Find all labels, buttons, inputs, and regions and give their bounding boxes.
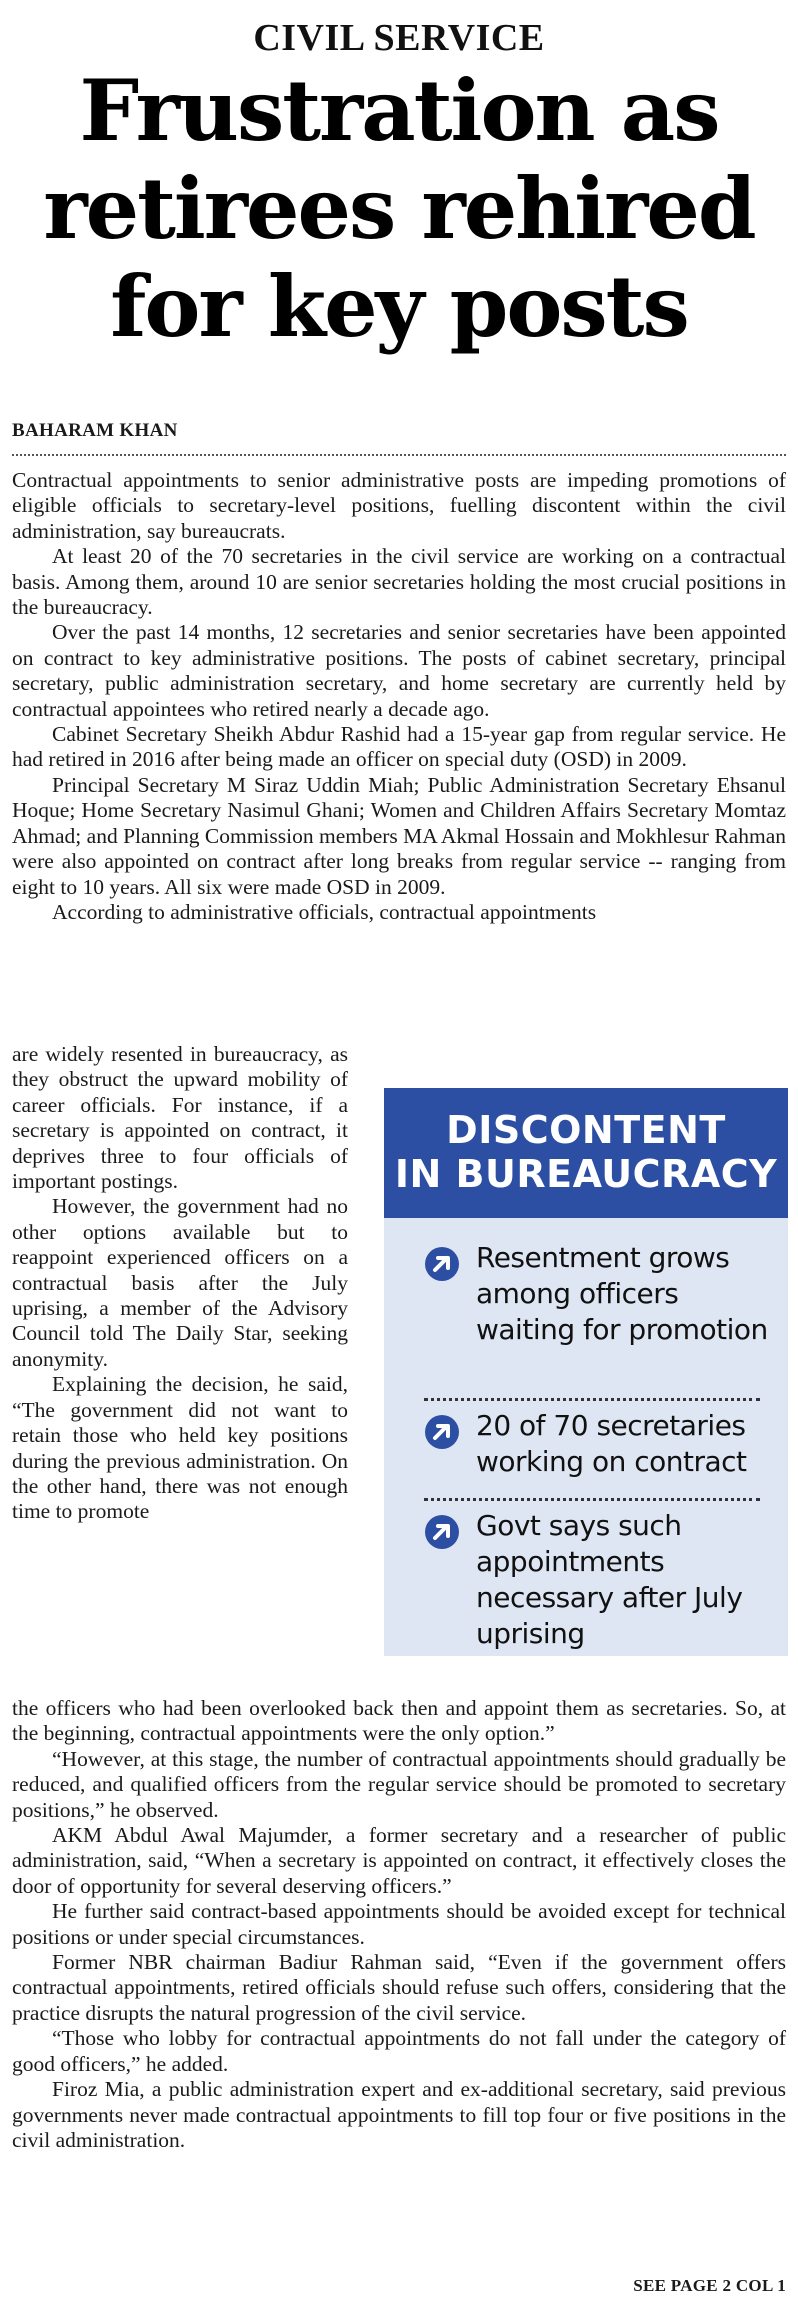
headline <box>0 62 798 356</box>
infobox-item <box>424 1240 768 1390</box>
infobox-title <box>384 1088 788 1218</box>
discontent-infobox <box>384 1088 788 1656</box>
paragraph: “Those who lobby for contractual appointments do not fall under the category of good officers,” he added. <box>12 2026 786 2076</box>
infobox-divider <box>424 1498 760 1501</box>
arrow-circle-icon <box>424 1514 460 1550</box>
paragraph: are widely resented in bureaucracy, as they obstruct the upward mobility of career officials. For instance, if a secretary is appointed on contract, it deprives three to four officials of important postings. <box>12 1042 348 1194</box>
paragraph: Principal Secretary M Siraz Uddin Miah; Public Administration Secretary Ehsanul Hoque; Home Secretary Nasimul Ghani; Women and Children Affairs Secretary Momtaz Ahmad; and Planning Commission members MA Akmal Hossain and Mokhlesur Rahman were also appointed on contract after long breaks from regular service -- ranging from eight to 10 years. All six were made OSD in 2009. <box>12 772 786 899</box>
continuation-reference: SEE PAGE 2 COL 1 <box>633 2276 786 2295</box>
article-body-column <box>12 1042 348 1525</box>
paragraph: According to administrative officials, contractual appointments <box>52 899 597 924</box>
infobox-item-text: Govt says such appointments necessary after July uprising <box>476 1509 743 1650</box>
paragraph: However, the government had no other options available but to reappoint experienced officers on a contractual basis after the July uprising, a member of the Advisory Council told The Daily Star, seeking anonymity. <box>12 1194 348 1371</box>
paragraph: Former NBR chairman Badiur Rahman said, “Even if the government offers contractual appointments, retired officials should refuse such offers, considering that the practice disrupts the natural progression of the civil service. <box>12 1950 786 2025</box>
paragraph: Cabinet Secretary Sheikh Abdur Rashid had a 15-year gap from regular service. He had retired in 2016 after being made an officer on special duty (OSD) in 2009. <box>12 722 786 772</box>
headline-line: retirees rehired <box>43 159 755 258</box>
arrow-circle-icon <box>424 1414 460 1450</box>
paragraph: “However, at this stage, the number of contractual appointments should gradually be reduced, and qualified officers from the regular service should be promoted to secretary positions,” he observed. <box>12 1746 786 1822</box>
article-body-top <box>12 468 786 925</box>
arrow-circle-icon <box>424 1246 460 1282</box>
byline: BAHARAM KHAN <box>12 420 178 441</box>
section-kicker: CIVIL SERVICE <box>253 17 545 59</box>
paragraph: At least 20 of the 70 secretaries in the civil service are working on a contractual basis. Among them, around 10 are senior secretaries holding the most crucial positions in the bureaucracy. <box>12 544 786 620</box>
article-body-bottom <box>12 1696 786 2153</box>
infobox-item <box>424 1508 764 1658</box>
paragraph: He further said contract-based appointments should be avoided except for technical positions or under special circumstances. <box>12 1899 786 1949</box>
infobox-title-line: DISCONTENT <box>446 1108 726 1152</box>
paragraph: Firoz Mia, a public administration expert and ex-additional secretary, said previous governments never made contractual appointments to fill top four or five positions in the civil administration. <box>12 2077 786 2152</box>
headline-line: for key posts <box>110 257 688 356</box>
headline-line: Frustration as <box>79 61 719 160</box>
paragraph: Explaining the decision, he said, “The government did not want to retain those who held key positions during the previous administration. On the other hand, there was not enough time to promote <box>12 1372 348 1524</box>
infobox-divider <box>424 1398 760 1401</box>
paragraph: AKM Abdul Awal Majumder, a former secretary and a researcher of public administration, said, “When a secretary is appointed on contract, it effectively closes the door of opportunity for several deserving officers.” <box>12 1823 786 1898</box>
infobox-item <box>424 1408 764 1488</box>
byline-divider <box>12 454 786 456</box>
paragraph: the officers who had been overlooked back then and appoint them as secretaries. So, at the beginning, contractual appointments were the only option.” <box>12 1696 786 1746</box>
infobox-item-text: Resentment grows among officers waiting for promotion <box>476 1241 768 1346</box>
infobox-title-line: IN BUREAUCRACY <box>394 1152 778 1196</box>
infobox-item-text: 20 of 70 secretaries working on contract <box>476 1409 747 1478</box>
paragraph: Over the past 14 months, 12 secretaries and senior secretaries have been appointed on contract to key administrative positions. The posts of cabinet secretary, principal secretary, public administration secretary, and home secretary are currently held by contractual appointees who retired nearly a decade ago. <box>12 620 786 721</box>
paragraph: Contractual appointments to senior administrative posts are impeding promotions of eligible officials to secretary-level positions, fuelling discontent within the civil administration, say bureaucrats. <box>12 468 786 543</box>
